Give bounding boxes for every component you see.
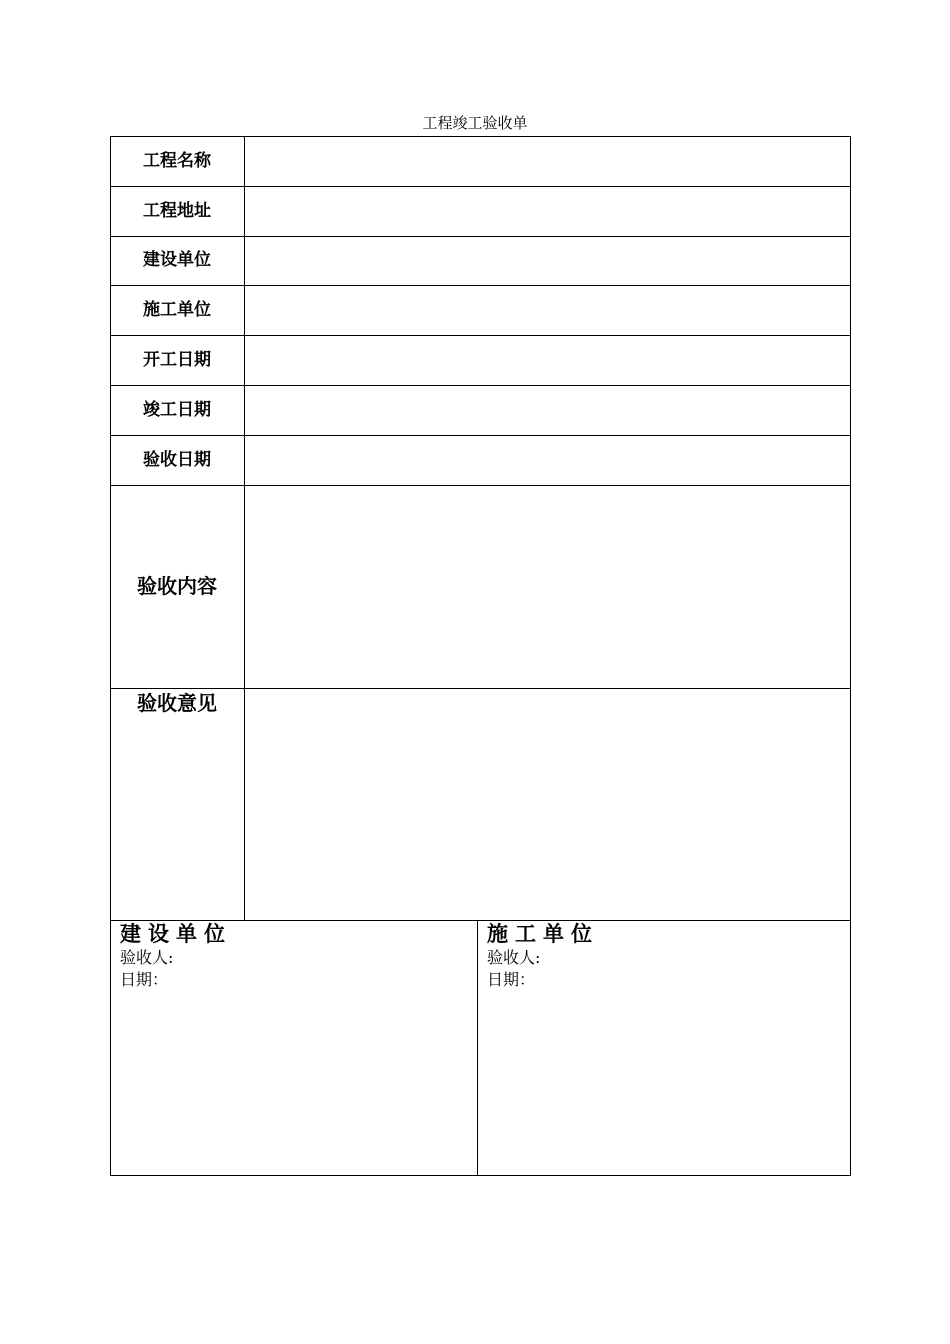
label-column-divider — [244, 136, 245, 920]
field-value-owner-unit[interactable] — [252, 248, 842, 272]
signature-owner-title: 建设单位 — [120, 922, 232, 946]
field-value-acceptance-date[interactable] — [252, 448, 842, 472]
row-divider — [110, 186, 851, 187]
field-value-project-name[interactable] — [252, 149, 842, 173]
field-label-project-name: 工程名称 — [143, 151, 211, 171]
form-border-left — [110, 136, 111, 1176]
document-title: 工程竣工验收单 — [422, 114, 528, 132]
field-label-project-address: 工程地址 — [143, 201, 211, 221]
row-divider — [110, 435, 851, 436]
section-label-acceptance-content: 验收内容 — [137, 574, 217, 598]
signature-divider — [477, 920, 478, 1176]
field-value-completion-date[interactable] — [252, 398, 842, 422]
row-divider — [110, 335, 851, 336]
acceptance-form — [110, 136, 851, 1176]
signature-owner-inspector-label: 验收人: — [120, 948, 174, 967]
row-divider — [110, 236, 851, 237]
row-divider — [110, 285, 851, 286]
field-value-start-date[interactable] — [252, 348, 842, 372]
signature-contractor-title: 施工单位 — [487, 922, 599, 946]
field-label-acceptance-date: 验收日期 — [143, 450, 211, 470]
signature-contractor-date-label: 日期： — [487, 970, 536, 989]
field-label-start-date: 开工日期 — [143, 350, 211, 370]
signature-contractor — [487, 921, 599, 991]
signature-owner — [120, 921, 232, 991]
field-label-contractor-unit: 施工单位 — [143, 300, 211, 320]
field-label-owner-unit: 建设单位 — [143, 250, 211, 270]
signature-owner-date-label: 日期： — [120, 970, 169, 989]
field-value-project-address[interactable] — [252, 199, 842, 223]
field-label-completion-date: 竣工日期 — [143, 400, 211, 420]
form-border-right — [850, 136, 851, 1176]
section-label-acceptance-opinion: 验收意见 — [137, 691, 217, 715]
form-border-top — [110, 136, 851, 137]
row-divider — [110, 485, 851, 486]
field-value-contractor-unit[interactable] — [252, 298, 842, 322]
section-value-acceptance-content[interactable] — [252, 494, 842, 680]
section-value-acceptance-opinion[interactable] — [252, 697, 842, 911]
row-divider — [110, 385, 851, 386]
form-border-bottom — [110, 1175, 851, 1176]
signature-contractor-inspector-label: 验收人: — [487, 948, 541, 967]
